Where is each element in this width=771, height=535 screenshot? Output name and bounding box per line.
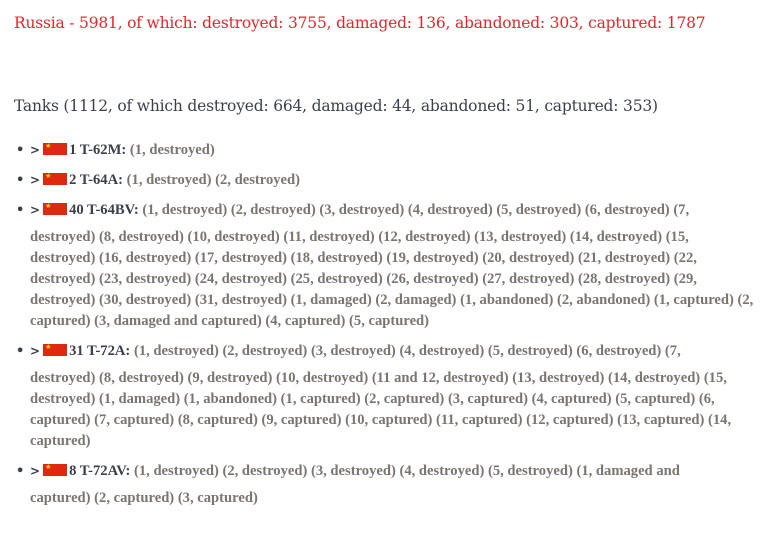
item-losses[interactable]: (1, destroyed) (2, destroyed) (3, destroyed) (4, destroyed) (5, destroyed) (6, destroyed) (7, (133, 343, 681, 359)
item-losses[interactable]: (1, destroyed) (2, destroyed) (126, 172, 300, 188)
item-losses[interactable]: (1, destroyed) (2, destroyed) (3, destroyed) (4, destroyed) (5, destroyed) (1, damaged and (133, 463, 680, 479)
russia-summary-heading: Russia - 5981, of which: destroyed: 3755, damaged: 136, abandoned: 303, captured: 1787 (14, 14, 706, 32)
item-count: 2 (69, 172, 77, 188)
item-model: T-64BV: (87, 202, 139, 218)
china-flag-icon: ★ (43, 173, 67, 185)
item-model: T-64A: (79, 172, 123, 188)
tanks-summary-heading: Tanks (1112, of which destroyed: 664, damaged: 44, abandoned: 51, captured: 353) (14, 97, 658, 115)
bullet-icon: • (16, 203, 25, 218)
item-model: T-62M: (79, 142, 127, 158)
china-flag-icon: ★ (43, 143, 67, 155)
list-item (16, 140, 756, 161)
item-count: 1 (69, 142, 77, 158)
china-flag-icon: ★ (43, 203, 67, 215)
item-losses-continued[interactable]: destroyed) (8, destroyed) (9, destroyed) (10, destroyed) (11 and 12, destroyed) (13, destroyed) (14, destroyed) (15, destroyed) (1, damaged) (1, abandoned) (1, captured) (2, captured) (3, captured) (4, captured) (5, captured) (6, captured) (7, captured) (8, captured) (9, captured) (10, captured) (11, captured) (12, captured) (13, captured) (14, captured) (30, 370, 732, 449)
item-count: 8 (69, 463, 77, 479)
item-count: 40 (69, 202, 84, 218)
bullet-icon: • (16, 173, 25, 188)
chevron-right-icon: > (30, 464, 41, 478)
item-losses-continued[interactable]: destroyed) (8, destroyed) (10, destroyed) (11, destroyed) (12, destroyed) (13, destroyed) (14, destroyed) (15, destroyed) (16, destroyed) (17, destroyed) (18, destroyed) (19, destroyed) (20, destroyed) (21, destroyed) (22, destroyed) (23, destroyed) (24, destroyed) (25, destroyed) (26, destroyed) (27, destroyed) (28, destroyed) (29, destroyed) (30, destroyed) (31, destroyed) (1, damaged) (2, damaged) (1, abandoned) (2, abandoned) (1, captured) (2, captured) (3, damaged and captured) (4, captured) (5, captured) (30, 229, 754, 329)
list-item (16, 200, 756, 332)
item-count: 31 (69, 343, 84, 359)
china-flag-icon: ★ (43, 344, 67, 356)
chevron-right-icon: > (30, 173, 41, 187)
item-model: T-72AV: (79, 463, 131, 479)
chevron-right-icon: > (30, 143, 41, 157)
item-losses[interactable]: (1, destroyed) (2, destroyed) (3, destroyed) (4, destroyed) (5, destroyed) (6, destroyed) (7, (142, 202, 690, 218)
tank-list (16, 140, 756, 518)
chevron-right-icon: > (30, 344, 41, 358)
item-losses[interactable]: (1, destroyed) (129, 142, 215, 158)
bullet-icon: • (16, 464, 25, 479)
item-losses-continued[interactable]: captured) (2, captured) (3, captured) (30, 490, 258, 506)
list-item (16, 341, 756, 452)
china-flag-icon: ★ (43, 464, 67, 476)
bullet-icon: • (16, 143, 25, 158)
list-item (16, 170, 756, 191)
list-item (16, 461, 756, 509)
item-model: T-72A: (87, 343, 131, 359)
bullet-icon: • (16, 344, 25, 359)
chevron-right-icon: > (30, 203, 41, 217)
